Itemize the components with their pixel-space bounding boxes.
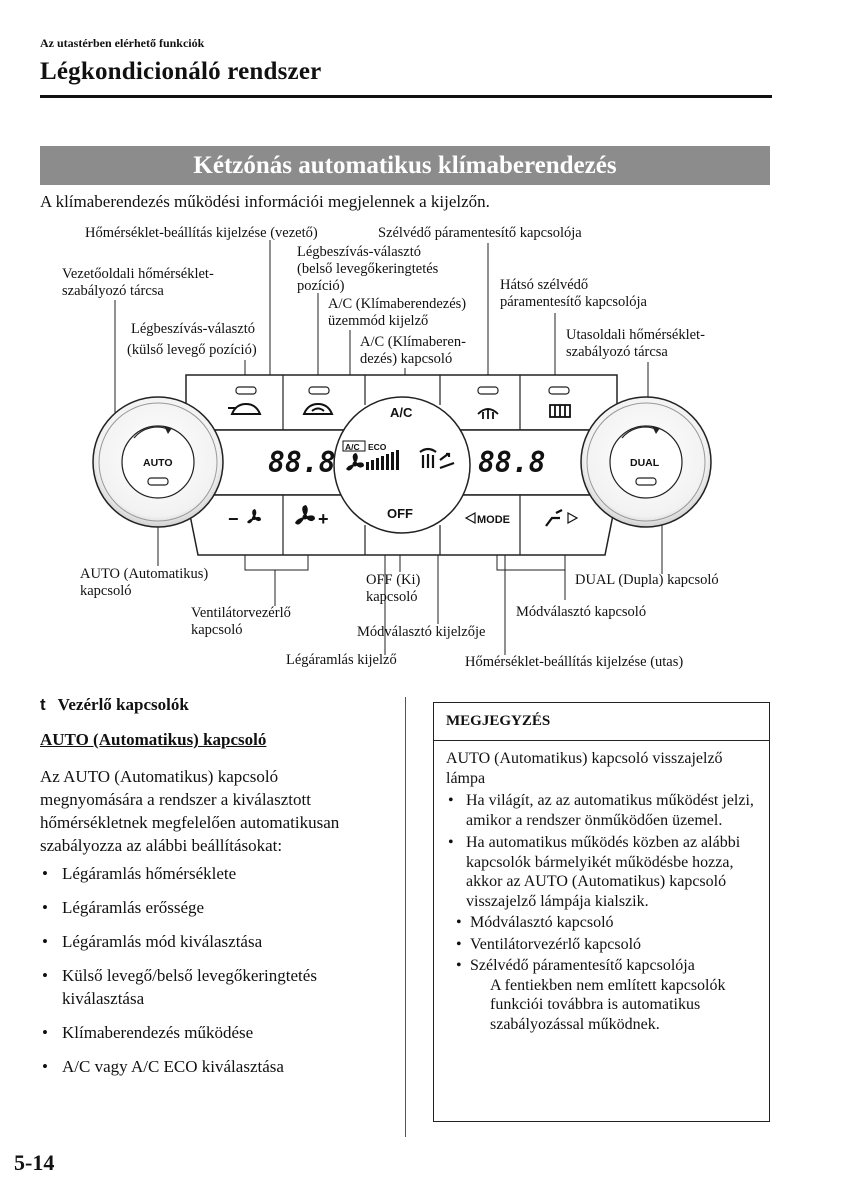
callout-recirc-3: pozíció) bbox=[297, 278, 345, 294]
list-item: • Ha világít, az az automatikus működést jelzi, amikor a rendszer önműködően üzemel. bbox=[446, 791, 757, 830]
callout-temp-display-passenger: Hőmérséklet-beállítás kijelzése (utas) bbox=[465, 654, 684, 670]
subheading-auto-switch: AUTO (Automatikus) kapcsoló bbox=[40, 730, 267, 749]
callout-ac-switch-2: dezés) kapcsoló bbox=[360, 351, 453, 367]
list-item: • Légáramlás mód kiválasztása bbox=[40, 930, 390, 953]
dual-button-label: DUAL bbox=[630, 457, 660, 469]
off-button-label: OFF bbox=[387, 506, 413, 521]
section-title bbox=[40, 695, 189, 715]
callout-auto-2: kapcsoló bbox=[80, 583, 132, 599]
page-number: 5-14 bbox=[14, 1150, 55, 1175]
auto-lamp bbox=[148, 478, 168, 485]
chapter-title: Légkondicionáló rendszer bbox=[40, 58, 322, 85]
windshield-lamp bbox=[478, 387, 498, 394]
callout-fan-2: kapcsoló bbox=[191, 622, 243, 638]
note-lead: AUTO (Automatikus) kapcsoló visszajelző lámpa bbox=[446, 750, 723, 787]
callout-ac-mode-2: üzemmód kijelző bbox=[328, 313, 429, 329]
auto-button-label: AUTO bbox=[143, 457, 173, 469]
section-banner: Kétzónás automatikus klímaberendezés bbox=[40, 146, 770, 185]
auto-settings-list bbox=[40, 862, 390, 1089]
running-head: Az utastérben elérhető funkciók bbox=[40, 36, 205, 50]
column-divider bbox=[405, 697, 406, 1137]
callout-ac-switch-1: A/C (Klímaberen- bbox=[360, 334, 466, 350]
note-body bbox=[434, 741, 769, 1034]
recirc-lamp bbox=[309, 387, 329, 394]
note-sub-bullets bbox=[446, 913, 757, 976]
callout-mode-switch: Módválasztó kapcsoló bbox=[516, 604, 647, 620]
callout-rear-defrost-1: Hátsó szélvédő bbox=[500, 277, 589, 293]
note-bullets bbox=[446, 791, 757, 911]
section-marker: t bbox=[40, 695, 46, 714]
control-panel bbox=[93, 375, 711, 555]
list-item: • A/C vagy A/C ECO kiválasztása bbox=[40, 1055, 390, 1078]
note-extra: A fentiekben nem említett kapcsolók funkciói továbbra is automatikus szabályozással működnek. bbox=[490, 976, 726, 1033]
note-box bbox=[433, 702, 770, 1122]
ac-indicator-text: A/C bbox=[345, 442, 360, 452]
callout-mode-display: Módválasztó kijelzője bbox=[357, 624, 486, 640]
callout-off-2: kapcsoló bbox=[366, 589, 418, 605]
callout-fan-1: Ventilátorvezérlő bbox=[191, 605, 291, 621]
mode-button-label: MODE bbox=[477, 514, 510, 526]
intro-text: A klímaberendezés működési információi megjelennek a kijelzőn. bbox=[40, 192, 490, 211]
callout-dual: DUAL (Dupla) kapcsoló bbox=[575, 572, 719, 588]
temp-display-left: 88.8 bbox=[268, 446, 336, 479]
list-item: • Módválasztó kapcsoló bbox=[446, 913, 757, 933]
dual-lamp bbox=[636, 478, 656, 485]
callout-temp-display-driver: Hőmérséklet-beállítás kijelzése (vezető) bbox=[85, 225, 318, 241]
list-item: • Ha automatikus működés közben az alábbi kapcsolók bármelyikét működésbe hozza, akkor az AUTO (Automatikus) kapcsoló visszajelző lámpája kialszik. bbox=[446, 833, 757, 911]
callout-rear-defrost-2: páramentesítő kapcsolója bbox=[500, 294, 647, 310]
callout-fresh-air-2: (külső levegő pozíció) bbox=[127, 342, 257, 358]
callout-fresh-air-1: Légbeszívás-választó bbox=[131, 321, 256, 337]
temp-display-right: 88.8 bbox=[478, 446, 546, 479]
callout-driver-dial-2: szabályozó tárcsa bbox=[62, 283, 164, 299]
list-item: • Légáramlás hőmérséklete bbox=[40, 862, 390, 885]
eco-indicator-text: ECO bbox=[368, 442, 387, 452]
callout-passenger-dial-1: Utasoldali hőmérséklet- bbox=[566, 327, 705, 343]
ac-button-label: A/C bbox=[390, 405, 413, 420]
callout-airflow-display: Légáramlás kijelző bbox=[286, 652, 397, 668]
list-item: • Ventilátorvezérlő kapcsoló bbox=[446, 935, 757, 955]
callout-windshield-defrost: Szélvédő páramentesítő kapcsolója bbox=[378, 225, 582, 241]
callout-off-1: OFF (Ki) bbox=[366, 572, 421, 588]
rear-defrost-lamp bbox=[549, 387, 569, 394]
callout-auto-1: AUTO (Automatikus) bbox=[80, 566, 209, 582]
list-item: • Légáramlás erőssége bbox=[40, 896, 390, 919]
fan-minus-symbol: − bbox=[228, 509, 239, 529]
section-title-text: Vezérlő kapcsolók bbox=[57, 695, 189, 714]
callout-ac-mode-1: A/C (Klímaberendezés) bbox=[328, 296, 467, 312]
list-item: • Külső levegő/belső levegőkeringtetés kiválasztása bbox=[40, 964, 390, 1010]
list-item: • Klímaberendezés működése bbox=[40, 1021, 390, 1044]
callout-passenger-dial-2: szabályozó tárcsa bbox=[566, 344, 668, 360]
callout-recirc-1: Légbeszívás-választó bbox=[297, 244, 422, 260]
callout-driver-dial-1: Vezetőoldali hőmérséklet- bbox=[62, 266, 214, 282]
auto-paragraph: Az AUTO (Automatikus) kapcsoló megnyomására a rendszer a kiválasztott hőmérsékletnek megfelelően automatikusan szabályozza az alábbi beállításokat: bbox=[40, 767, 340, 855]
note-heading: MEGJEGYZÉS bbox=[434, 703, 769, 741]
callout-recirc-2: (belső levegőkeringtetés bbox=[297, 261, 439, 277]
fan-plus-symbol: + bbox=[318, 509, 329, 529]
fresh-air-lamp bbox=[236, 387, 256, 394]
list-item: • Szélvédő páramentesítő kapcsolója bbox=[446, 956, 757, 976]
